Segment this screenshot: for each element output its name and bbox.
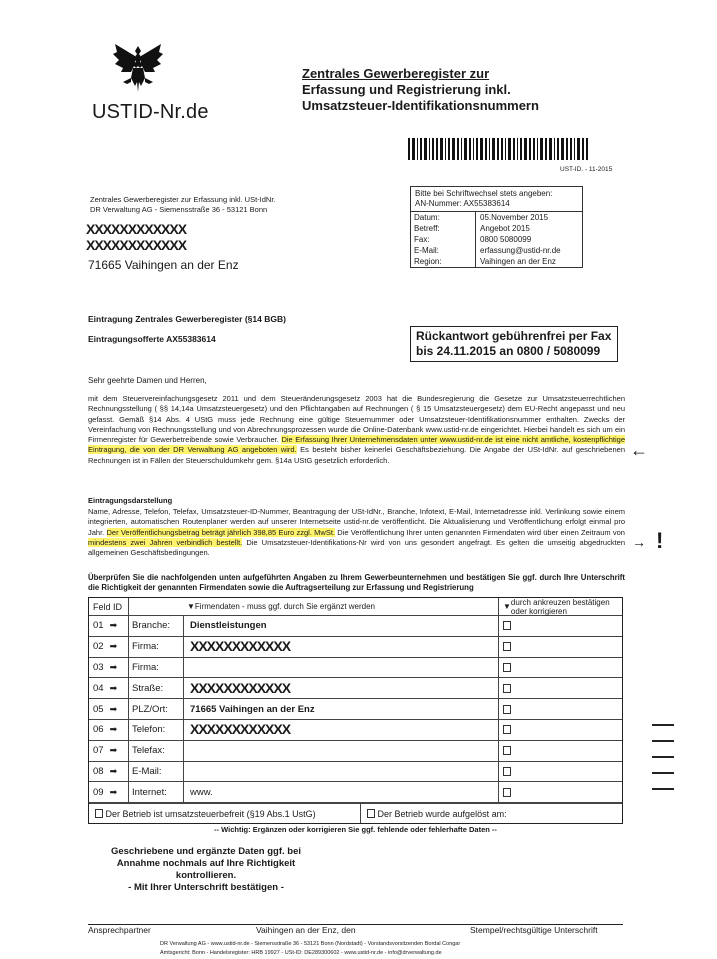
reference-key: E-Mail: [411, 245, 476, 256]
handwritten-mark [652, 772, 674, 774]
row-id: 06 [93, 724, 104, 736]
title-line-1: Zentrales Gewerberegister zur [302, 66, 490, 81]
subject-line-1: Eintragung Zentrales Gewerberegister (§14 BGB) [88, 314, 286, 324]
reference-value: 0800 5080099 [480, 235, 532, 244]
reference-box [410, 186, 583, 268]
arrow-right-icon: ➡ [109, 641, 118, 652]
row-label: E-Mail: [129, 762, 184, 782]
checkbox-icon[interactable] [503, 642, 511, 651]
salutation: Sehr geehrte Damen und Herren, [88, 376, 207, 385]
intro-highlight: Die Erfassung Ihrer Unternehmensdaten unter www.ustid-nr.de ist eine nicht amtliche, kostenpflichtige Eintragung, die von der DR Verwaltung AG angeboten wird. [88, 435, 625, 455]
arrow-down-icon: ▼ [187, 602, 195, 611]
row-label: Straße: [129, 678, 184, 698]
checkbox-icon[interactable] [367, 809, 375, 818]
reference-row [411, 212, 582, 223]
reference-value: Angebot 2015 [480, 224, 530, 233]
business-closed-label: Der Betrieb wurde aufgelöst am: [377, 808, 507, 819]
reference-key: Region: [411, 256, 476, 267]
title-line-2: Erfassung und Registrierung inkl. [302, 82, 511, 97]
barcode [408, 138, 590, 160]
table-row [89, 741, 622, 762]
sender-line-2: DR Verwaltung AG - Siemensstraße 36 - 53121 Bonn [90, 205, 268, 214]
handwritten-exclamation: ! [656, 528, 664, 553]
checkbox-icon[interactable] [503, 767, 511, 776]
row-label: Branche: [129, 616, 184, 636]
reference-value: Vaihingen an der Enz [480, 257, 556, 266]
reference-key: Betreff: [411, 223, 476, 234]
business-closed-option[interactable] [361, 804, 622, 823]
logo-text: USTID-Nr.de [92, 101, 209, 123]
checkbox-icon[interactable] [503, 705, 511, 714]
confirmation-line: kontrollieren. [175, 870, 237, 881]
reply-deadline-box [410, 326, 618, 362]
row-id: 02 [93, 641, 104, 653]
table-row [89, 699, 622, 720]
arrow-right-icon: ➡ [109, 765, 118, 776]
arrow-right-icon: ➡ [109, 724, 118, 735]
row-id: 08 [93, 765, 104, 777]
reference-key: Datum: [411, 212, 476, 223]
intro-text: mit dem Steuervereinfachungsgesetz 2011 und dem Steueränderungsgesetz 2003 hat die Bundesregierung die Gesetze zur Umsatzsteuerrechtlichen Rechnungsstellung ( §§ 14,14a Umsatzsteuergesetz) und den Pflichtangaben auf Rechnungen ( § 15 Umsatzsteuergesetz) dem EU-Recht angepasst und neu gefasst. Gemäß §14 Abs. 4 UStG muss jede Rechnung eine gültige Steuernummer oder Umsatzsteuer-Identifikationsnummer enthalten. Zwecks der Vereinfachung von Rechnungsstellung und von Abrechnungsprozessen wurde die Online-Datenbank www.ustid-nr.de eingerichtet. Hierbei handelt es sich um ein Firmenregister für Gewerbetreibende sowie Verbraucher. [88, 394, 625, 445]
row-label: Firma: [129, 658, 184, 678]
recipient-city: 71665 Vaihingen an der Enz [88, 258, 239, 272]
row-label: Firma: [129, 637, 184, 657]
confirmation-line: Annahme nochmals auf Ihre Richtigkeit [116, 858, 296, 869]
checkbox-icon[interactable] [503, 684, 511, 693]
header-company-data [129, 598, 499, 615]
reference-value: erfassung@ustid-nr.de [480, 246, 561, 255]
table-row [89, 637, 622, 658]
row-id: 05 [93, 703, 104, 715]
footer-line-2: Amtsgericht: Bonn - Handelsregister: HRB 19927 - USt-ID: DE289300602 - www.ustid-nr.de - info@drverwaltung.de [160, 950, 442, 956]
footer-line-1: DR Verwaltung AG - www.ustid-nr.de - Siemensstraße 36 - 53121 Bonn (Nordstadt) - Vorstandsvorsitzenden Bordal Congar [160, 941, 461, 947]
reference-row [411, 256, 582, 267]
recipient-line-2: XXXXXXXXXXXX [86, 237, 187, 253]
handwritten-mark [652, 724, 674, 726]
vat-exempt-option[interactable] [89, 804, 361, 823]
correction-hint: -- Wichtig: Ergänzen oder korrigieren Sie ggf. fehlende oder fehlerhafte Daten -- [214, 825, 497, 834]
row-value[interactable] [184, 741, 499, 761]
terms-text-2: Die Veröffentlichung Ihrer unten genannten Firmendaten wird über einen Zeitraum von [337, 527, 625, 537]
reference-row [411, 223, 582, 234]
row-label: PLZ/Ort: [129, 699, 184, 719]
header-confirm-label: durch ankreuzen bestätigen oder korrigieren [510, 597, 610, 616]
reference-key: Fax: [411, 234, 476, 245]
eagle-icon [113, 42, 163, 97]
row-id: 09 [93, 786, 104, 798]
table-row [89, 720, 622, 741]
subject-line-2: Eintragungsofferte AX55383614 [88, 334, 216, 344]
table-row [89, 616, 622, 637]
intro-text-end: Es besteht bisher keinerlei Geschäftsbeziehung. Die Angabe der USt-IdNr. auf geschriebenen Rechnungen ist in Fällen der Steuerschuldumkehr gem. §14a UStG gesetzlich erforderlich. [88, 445, 625, 465]
reply-line-2: bis 24.11.2015 an 0800 / 5080099 [416, 344, 601, 358]
row-value[interactable]: XXXXXXXXXXXX [184, 720, 499, 740]
arrow-right-icon: ➡ [109, 682, 118, 693]
row-label: Internet: [129, 782, 184, 802]
row-id: 01 [93, 620, 104, 632]
arrow-right-icon: ➡ [109, 703, 118, 714]
contact-label: Ansprechpartner [88, 925, 151, 935]
arrow-right-icon: ➡ [109, 620, 118, 631]
header-company-data-label: Firmendaten - muss ggf. durch Sie ergänzt werden [194, 602, 376, 611]
confirmation-note [92, 846, 320, 894]
reply-line-1: Rückantwort gebührenfrei per Fax [416, 329, 612, 343]
handwritten-mark [652, 756, 674, 758]
terms-text: Name, Adresse, Telefon, Telefax, Umsatzsteuer-ID-Nummer, Beantragung der USt-IdNr., Branche, Infotext, E-Mail, Internetadresse inkl. Verlinkung sowie einem integrierten, automatischen Routenplaner werden auf unserer Internetseite ustid-nr.de veröffentlicht. Die Aktualisierung und Veröffentlichung erfolgt einmal pro Jahr. [88, 507, 625, 537]
row-value[interactable] [184, 762, 499, 782]
terms-text-3: Die Umsatzsteuer-Identifikations-Nr wird von uns gesondert angefragt. Es gelten die umseitig abgedruckten allgemeinen Geschäftsbedingungen. [88, 537, 626, 558]
row-label: Telefon: [129, 720, 184, 740]
reference-row [411, 234, 582, 245]
intro-paragraph [88, 394, 625, 466]
duration-highlight: mindestens zwei Jahren verbindlich bestellt. [88, 537, 243, 547]
price-highlight: Der Veröffentlichungsbetrag beträgt jährlich 398,85 Euro zzgl. MwSt. [106, 527, 335, 537]
page-title [302, 66, 539, 114]
row-id: 03 [93, 661, 104, 673]
checkbox-icon[interactable] [503, 746, 511, 755]
checkbox-icon[interactable] [95, 809, 103, 818]
reference-instruction: Bitte bei Schriftwechsel stets angeben: [415, 189, 553, 198]
header-confirm [499, 598, 622, 615]
row-label: Telefax: [129, 741, 184, 761]
table-header [89, 598, 622, 616]
header-field-id: Feld ID [89, 598, 129, 615]
table-row [89, 762, 622, 783]
row-value[interactable]: Dienstleistungen [184, 616, 499, 636]
row-value[interactable]: XXXXXXXXXXXX [184, 637, 499, 657]
arrow-right-icon: ➡ [109, 745, 118, 756]
row-id: 07 [93, 745, 104, 757]
row-value[interactable]: XXXXXXXXXXXX [184, 678, 499, 698]
stamp-label: Stempel/rechtsgültige Unterschrift [470, 925, 598, 935]
section-heading: Eintragungsdarstellung [88, 496, 173, 505]
handwritten-mark [652, 740, 674, 742]
arrow-down-icon: ▼ [503, 602, 511, 611]
arrow-right-icon: ➡ [109, 661, 118, 672]
checkbox-icon[interactable] [503, 725, 511, 734]
table-row [89, 678, 622, 699]
confirmation-line: - Mit Ihrer Unterschrift bestätigen - [128, 882, 284, 893]
terms-paragraph [88, 507, 625, 558]
checkbox-icon[interactable] [503, 621, 511, 630]
reference-row [411, 245, 582, 256]
row-value[interactable]: www. [184, 782, 499, 802]
instruction-text: Überprüfen Sie die nachfolgenden unten aufgeführten Angaben zu Ihrem Gewerbeunternehmen und bestätigen Sie ggf. durch Ihre Unterschrift die Richtigkeit der genannten Firmendaten sowie die Auftragserteilung zur Erfassung und Registrierung [88, 573, 625, 593]
handwritten-arrow-2: → [632, 534, 646, 550]
table-row [89, 658, 622, 679]
checkbox-icon[interactable] [503, 788, 511, 797]
row-value[interactable] [184, 658, 499, 678]
an-number-label: AN-Nummer: [415, 199, 462, 208]
row-value[interactable]: 71665 Vaihingen an der Enz [184, 699, 499, 719]
handwritten-mark [652, 788, 674, 790]
arrow-right-icon: ➡ [109, 786, 118, 797]
table-row [89, 782, 622, 803]
row-id: 04 [93, 682, 104, 694]
recipient-line-1: XXXXXXXXXXXX [86, 221, 187, 237]
confirmation-line: Geschriebene und ergänzte Daten ggf. bei [110, 846, 302, 857]
sender-line-1: Zentrales Gewerberegister zur Erfassung inkl. USt-IdNr. [90, 195, 276, 204]
reference-value: 05.November 2015 [480, 213, 549, 222]
barcode-caption: UST-ID. - 11-2015 [560, 166, 613, 173]
table-footer-row [89, 803, 622, 823]
vat-exempt-label: Der Betrieb ist umsatzsteuerbefreit (§19 Abs.1 UstG) [105, 808, 316, 819]
title-line-3: Umsatzsteuer-Identifikationsnummern [302, 98, 539, 113]
checkbox-icon[interactable] [503, 663, 511, 672]
company-data-table [88, 597, 623, 824]
handwritten-arrow: ← [630, 440, 648, 460]
place-date-label: Vaihingen an der Enz, den [256, 925, 356, 935]
reference-header [411, 187, 582, 212]
an-number-value: AX55383614 [463, 199, 510, 208]
